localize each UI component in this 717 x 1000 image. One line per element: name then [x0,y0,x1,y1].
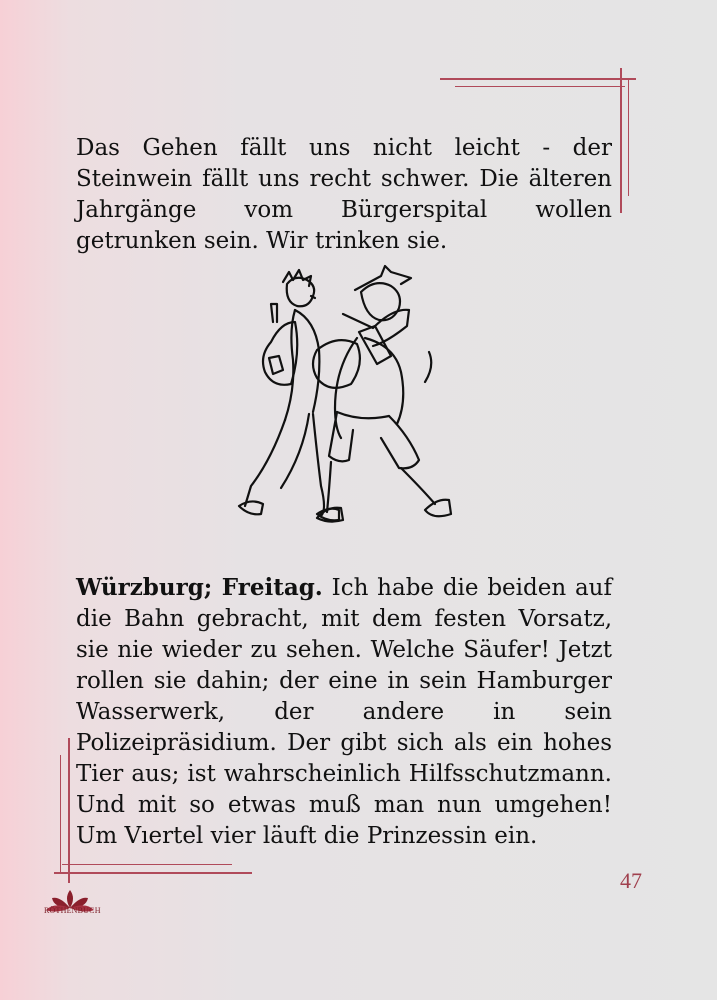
decorative-line-left [68,738,70,883]
decorative-line-bottom [54,872,252,874]
decorative-line-right [620,68,622,213]
decorative-line-bottom-inner [62,864,232,865]
page-number: 47 [620,868,642,893]
decorative-line-top [440,78,636,80]
entry-body: Ich habe die beiden auf die Bahn gebracht, mit dem festen Vorsatz, sie nie wieder zu sehen. Welche Säufer! Jetzt rollen sie dahin; der eine in sein Hamburger Wasserwerk, der andere in sein Polizeipräsidium. Der gibt sich als ein hohes Tier aus; ist wahrscheinlich Hilfsschutzmann. Und mit so etwas muß man nun umgehen! Um Vıertel vier läuft die Prinzessin ein. [76,575,612,849]
left-man-figure [239,270,339,520]
decorative-line-right-inner [628,78,629,196]
lotus-flower-icon [40,884,100,924]
paragraph-wuerzburg-freitag [76,572,612,852]
walking-men-illustration [225,262,465,532]
decorative-line-left-inner [60,755,61,873]
paragraph-steinwein: Das Gehen fällt uns nicht leicht - der Steinwein fällt uns recht schwer. Die älteren Jahrgänge vom Bürgerspital wollen getrunken sein. Wir trinken sie. [76,135,612,254]
right-man-figure [313,266,451,522]
entry-heading: Würzburg; Freitag. [76,574,323,601]
decorative-line-top-inner [455,86,625,87]
publisher-logo-text: RÖTHENBUCH [44,906,101,915]
